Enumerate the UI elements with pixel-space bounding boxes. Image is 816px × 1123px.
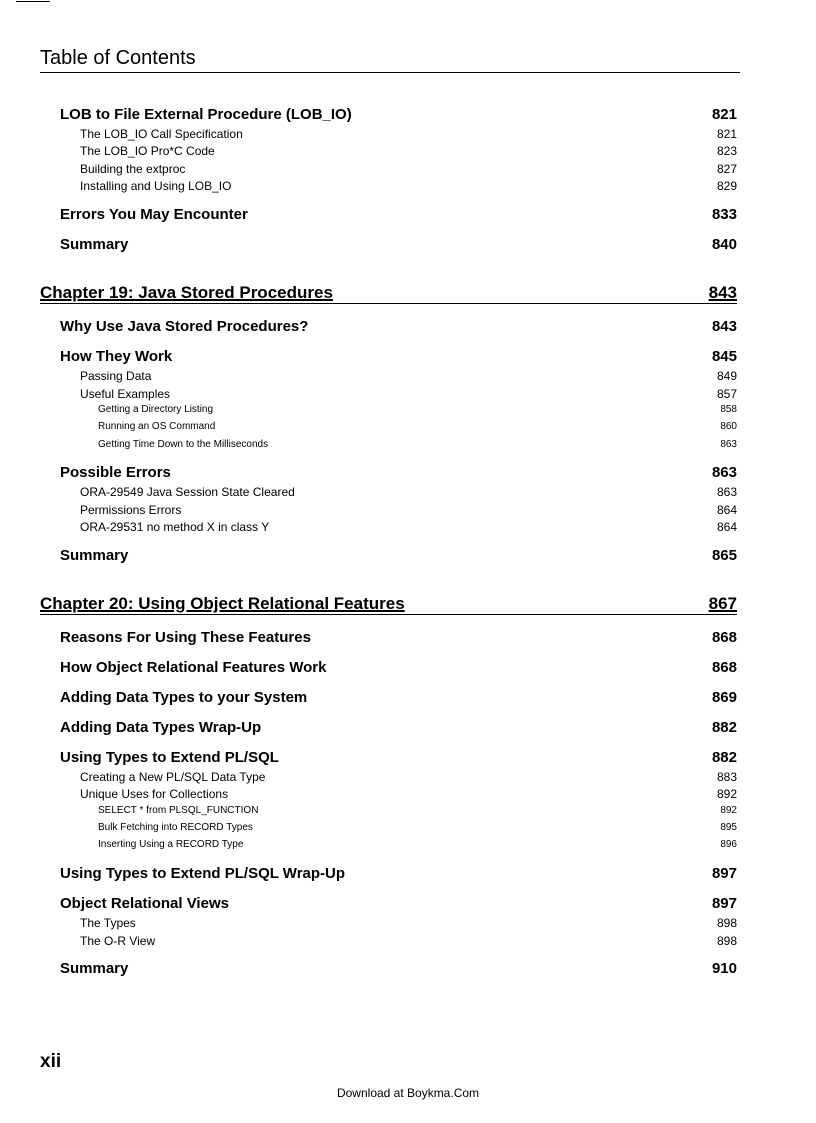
entry-page-number: 840 (711, 236, 737, 253)
entry-title: Using Types to Extend PL/SQL Wrap-Up (60, 865, 346, 882)
entry-page-number: 898 (716, 916, 737, 930)
entry-page-number: 845 (711, 348, 737, 365)
toc-entry (60, 960, 737, 977)
entry-page-number: 882 (711, 719, 737, 736)
toc-entry (60, 659, 737, 676)
entry-title: Creating a New PL/SQL Data Type (80, 770, 266, 784)
toc-entry (80, 162, 737, 176)
entry-title: How They Work (60, 348, 173, 365)
entry-title: Permissions Errors (80, 503, 182, 517)
toc-entry (60, 547, 737, 564)
toc-entry (80, 127, 737, 141)
entry-title: Useful Examples (80, 387, 171, 401)
entry-page-number: 883 (716, 770, 737, 784)
toc-entry (60, 629, 737, 646)
entry-title: The LOB_IO Pro*C Code (80, 144, 215, 158)
toc-entry (60, 719, 737, 736)
entry-page-number: 864 (716, 503, 737, 517)
chapter-entry (40, 283, 737, 304)
entry-page-number: 898 (716, 934, 737, 948)
toc-entry (98, 439, 737, 450)
entry-title: Adding Data Types Wrap-Up (60, 719, 262, 736)
entry-page-number: 829 (716, 179, 737, 193)
entry-title: Errors You May Encounter (60, 206, 248, 223)
entry-page-number: 869 (711, 689, 737, 706)
entry-page-number: 910 (711, 960, 737, 977)
toc-entry (98, 839, 737, 850)
entry-title: Reasons For Using These Features (60, 629, 311, 646)
toc-entry (60, 464, 737, 481)
entry-page-number: 867 (708, 594, 737, 613)
entry-title: Adding Data Types to your System (60, 689, 308, 706)
entry-page-number: 860 (720, 421, 737, 432)
toc-entry (60, 106, 737, 123)
entry-title: Object Relational Views (60, 895, 229, 912)
entry-page-number: 897 (711, 895, 737, 912)
entry-title: Summary (60, 547, 129, 564)
entry-title: Building the extproc (80, 162, 186, 176)
toc-entry (60, 749, 737, 766)
entry-title: The Types (80, 916, 136, 930)
entry-page-number: 821 (716, 127, 737, 141)
toc-entry (80, 485, 737, 499)
toc-entry (60, 206, 737, 223)
page-number: xii (40, 1051, 62, 1072)
toc-entry (60, 895, 737, 912)
entry-page-number: 843 (711, 318, 737, 335)
entry-title: Inserting Using a RECORD Type (98, 839, 244, 850)
entry-page-number: 863 (716, 485, 737, 499)
entry-title: Getting a Directory Listing (98, 404, 214, 415)
toc-entry (60, 236, 737, 253)
entry-title: Unique Uses for Collections (80, 787, 229, 801)
toc-entry (80, 916, 737, 930)
entry-page-number: 857 (716, 387, 737, 401)
toc-entry (80, 934, 737, 948)
entry-page-number: 895 (720, 822, 737, 833)
toc-entry (80, 179, 737, 193)
toc-entry (80, 520, 737, 534)
toc-entry (80, 787, 737, 801)
entry-page-number: 892 (720, 805, 737, 816)
toc-entry (80, 144, 737, 158)
entry-title: Passing Data (80, 369, 152, 383)
entry-page-number: 892 (716, 787, 737, 801)
entry-title: Summary (60, 236, 129, 253)
entry-page-number: 868 (711, 629, 737, 646)
entry-title: The LOB_IO Call Specification (80, 127, 243, 141)
footer-note: Download at Boykma.Com (336, 1086, 480, 1100)
entry-title: The O-R View (80, 934, 156, 948)
toc-entry (80, 770, 737, 784)
entry-page-number: 858 (720, 404, 737, 415)
toc-entry (98, 421, 737, 432)
entry-title: Bulk Fetching into RECORD Types (98, 822, 253, 833)
toc-entry (60, 865, 737, 882)
entry-title: Using Types to Extend PL/SQL (60, 749, 279, 766)
toc-entry (98, 404, 737, 415)
toc-entry (80, 387, 737, 401)
entry-page-number: 849 (716, 369, 737, 383)
toc-entry (60, 348, 737, 365)
entry-title: LOB to File External Procedure (LOB_IO) (60, 106, 352, 123)
entry-title: Installing and Using LOB_IO (80, 179, 232, 193)
entry-title: Chapter 20: Using Object Relational Features (40, 594, 405, 613)
page-title: Table of Contents (40, 47, 196, 69)
entry-page-number: 865 (711, 547, 737, 564)
entry-title: Chapter 19: Java Stored Procedures (40, 283, 333, 302)
entry-title: Possible Errors (60, 464, 171, 481)
entry-title: Running an OS Command (98, 421, 216, 432)
chapter-entry (40, 594, 737, 615)
entry-page-number: 833 (711, 206, 737, 223)
toc-entry (80, 369, 737, 383)
entry-page-number: 843 (708, 283, 737, 302)
entry-title: How Object Relational Features Work (60, 659, 327, 676)
entry-page-number: 823 (716, 144, 737, 158)
entry-page-number: 821 (711, 106, 737, 123)
toc-entry (60, 689, 737, 706)
entry-title: Getting Time Down to the Milliseconds (98, 439, 269, 450)
entry-title: Why Use Java Stored Procedures? (60, 318, 309, 335)
entry-page-number: 882 (711, 749, 737, 766)
toc-entry (98, 805, 737, 816)
entry-page-number: 863 (711, 464, 737, 481)
toc-entry (98, 822, 737, 833)
entry-page-number: 868 (711, 659, 737, 676)
toc-entry (60, 318, 737, 335)
toc-entry (80, 503, 737, 517)
entry-page-number: 827 (716, 162, 737, 176)
entry-title: ORA-29549 Java Session State Cleared (80, 485, 295, 499)
entry-page-number: 897 (711, 865, 737, 882)
entry-page-number: 863 (720, 439, 737, 450)
entry-page-number: 896 (720, 839, 737, 850)
entry-title: ORA-29531 no method X in class Y (80, 520, 270, 534)
entry-page-number: 864 (716, 520, 737, 534)
entry-title: SELECT * from PLSQL_FUNCTION (98, 805, 259, 816)
entry-title: Summary (60, 960, 129, 977)
